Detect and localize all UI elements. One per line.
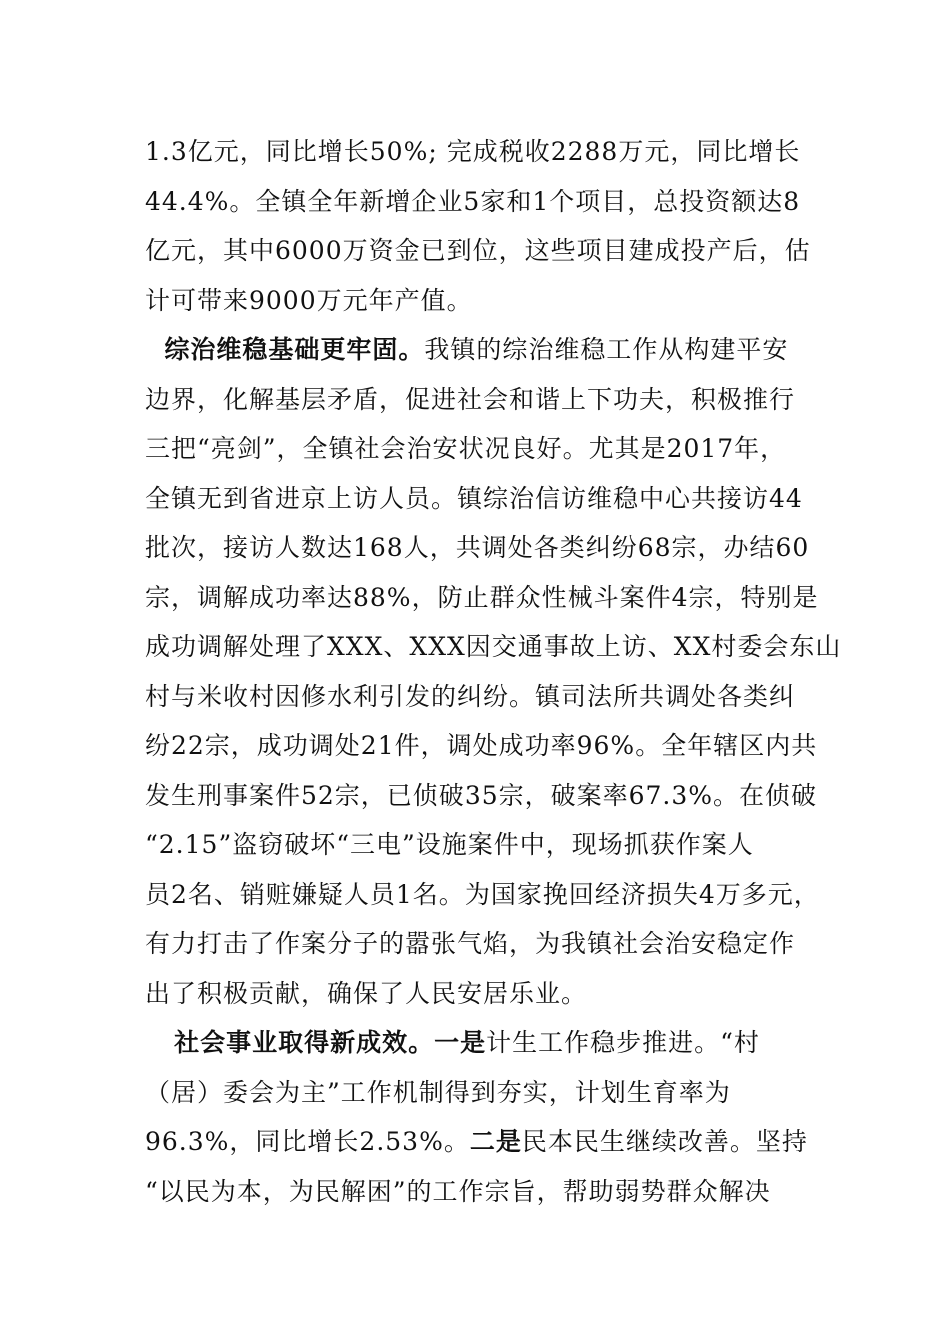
text-line (145, 721, 825, 771)
text-line (145, 672, 825, 722)
text-line (145, 1117, 825, 1167)
text-line (145, 226, 825, 276)
text-segment: 出了积极贡献，确保了人民安居乐业。 (145, 978, 588, 1008)
text-segment: 村与米收村因修水利引发的纠纷。镇司法所共调处各类纠 (145, 681, 796, 711)
text-line (145, 276, 825, 326)
text-segment: 计可带来9000万元年产值。 (145, 285, 473, 315)
text-segment: 纷22宗，成功调处21件，调处成功率96%。全年辖区内共 (145, 731, 818, 760)
text-line (145, 1167, 825, 1217)
text-line (145, 573, 825, 623)
text-line (145, 820, 825, 870)
text-line (145, 1068, 825, 1118)
text-segment: 我镇的综治维稳工作从构建平安 (424, 335, 789, 364)
text-line (145, 1018, 825, 1068)
text-line (145, 474, 825, 524)
text-segment: 民本民生继续改善。坚持 (521, 1127, 808, 1156)
text-segment: “2.15”盗窃破坏“三电”设施案件中，现场抓获作案人 (145, 830, 754, 859)
text-segment: 宗，调解成功率达88%，防止群众性械斗案件4宗，特别是 (145, 582, 819, 612)
text-line (145, 127, 825, 177)
text-segment: 1.3亿元，同比增长50%; 完成税收2288万元，同比增长 (145, 137, 801, 166)
text-segment: 亿元，其中6000万资金已到位，这些项目建成投产后，估 (145, 236, 811, 265)
text-line (145, 969, 825, 1019)
text-line (145, 523, 825, 573)
text-line (145, 325, 825, 375)
text-segment: 批次，接访人数达168人，共调处各类纠纷68宗，办结60 (145, 533, 810, 562)
text-segment: 计生工作稳步推进。“村 (486, 1028, 760, 1057)
text-segment: 发生刑事案件52宗，已侦破35宗，破案率67.3%。在侦破 (145, 780, 818, 810)
bold-text-segment: 社会事业取得新成效。一是 (145, 1028, 487, 1057)
document-body (145, 127, 842, 1216)
text-line (145, 870, 825, 920)
text-segment: 三把“亮剑”，全镇社会治安状况良好。尤其是2017年， (145, 434, 787, 463)
bold-text-segment: 综治维稳基础更牢固。 (145, 335, 425, 364)
text-line (145, 177, 825, 227)
text-segment: 成功调解处理了XXX、XXX因交通事故上访、XX村委会东山 (145, 632, 842, 661)
text-line (145, 375, 825, 425)
text-segment: “以民为本，为民解困”的工作宗旨，帮助弱势群众解决 (145, 1176, 771, 1206)
text-line (145, 424, 825, 474)
text-line (145, 771, 825, 821)
text-segment: 边界，化解基层矛盾，促进社会和谐上下功夫，积极推行 (145, 384, 796, 414)
text-segment: 有力打击了作案分子的嚣张气焰，为我镇社会治安稳定作 (145, 929, 796, 958)
text-line (145, 622, 842, 672)
text-segment: 96.3%，同比增长2.53%。 (145, 1127, 470, 1156)
text-segment: 全镇无到省进京上访人员。镇综治信访维稳中心共接访44 (145, 483, 803, 513)
bold-text-segment: 二是 (469, 1127, 522, 1156)
text-line (145, 919, 825, 969)
text-segment: 员2名、销赃嫌疑人员1名。为国家挽回经济损失4万多元， (145, 879, 820, 909)
text-segment: 44.4%。全镇全年新增企业5家和1个项目，总投资额达8 (145, 186, 801, 216)
text-segment: （居）委会为主”工作机制得到夯实，计划生育率为 (145, 1077, 731, 1107)
